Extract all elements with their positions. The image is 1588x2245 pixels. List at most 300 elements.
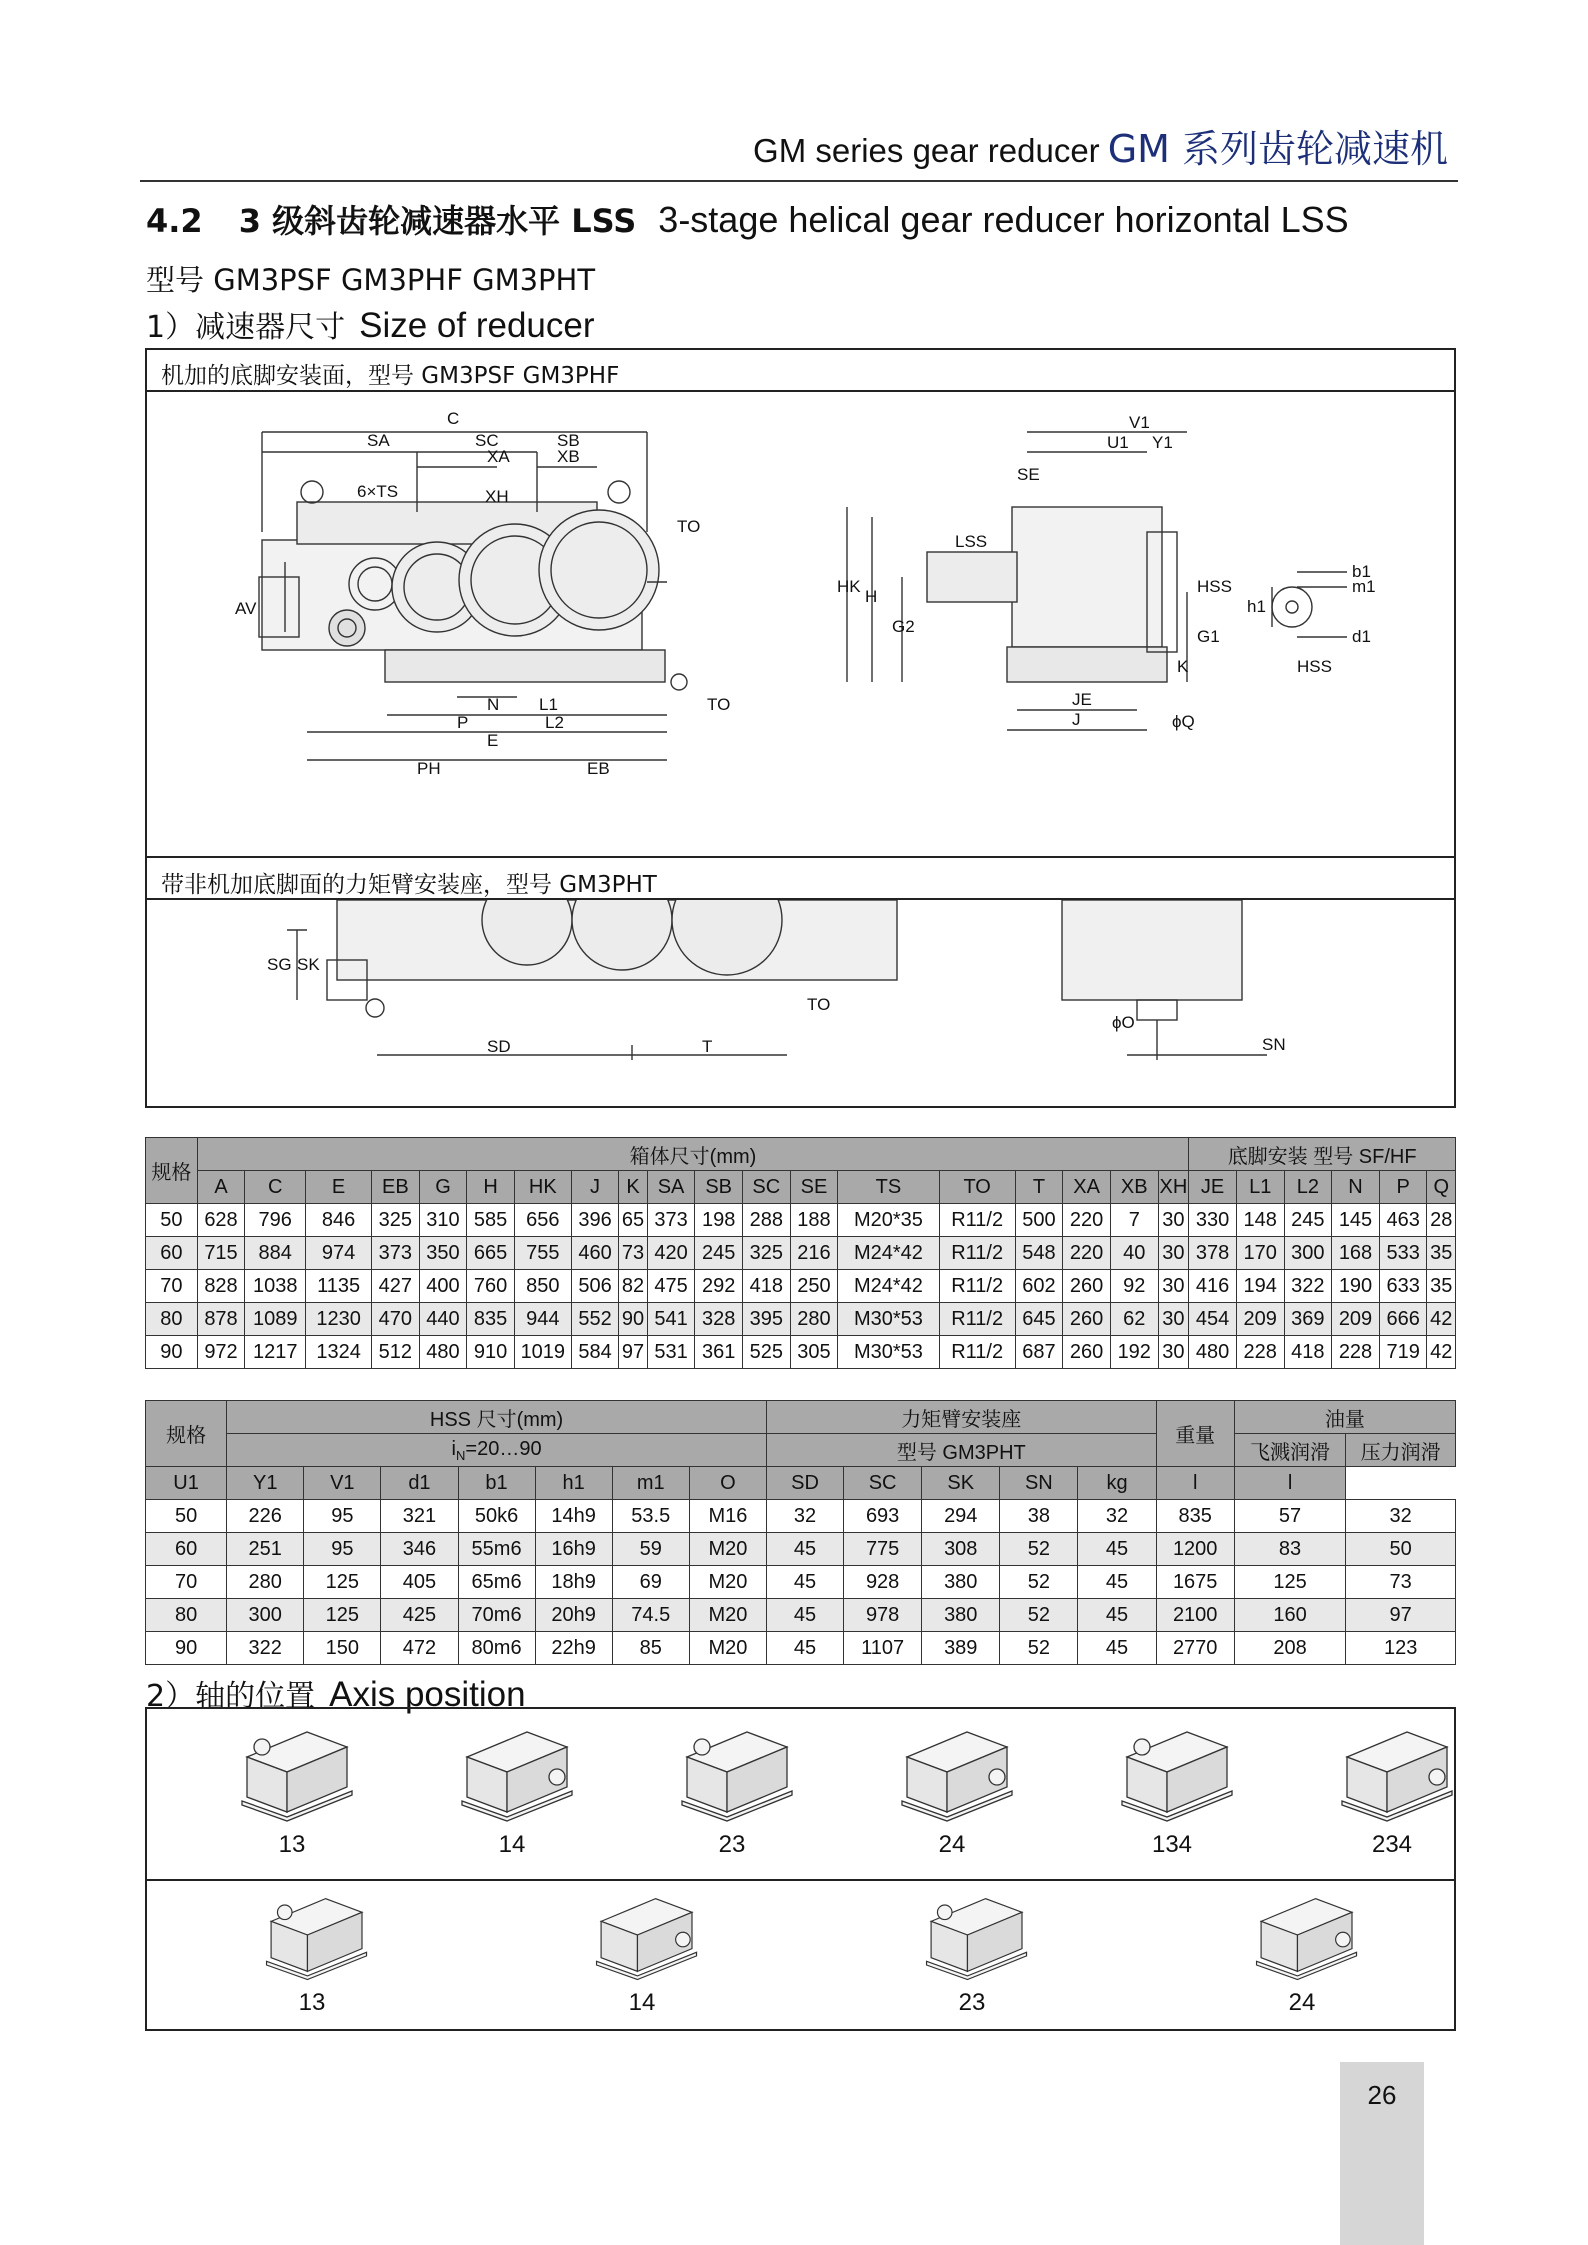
table-header-cell: H	[467, 1171, 515, 1204]
drawing-top	[147, 392, 1454, 854]
table-cell: 715	[197, 1237, 245, 1270]
table-header-cell: m1	[612, 1467, 689, 1500]
table-header-cell: l	[1234, 1467, 1346, 1500]
table-cell: 380	[922, 1599, 1000, 1632]
table-cell: 346	[381, 1533, 458, 1566]
table-cell: 32	[1078, 1500, 1156, 1533]
table-cell: 97	[1346, 1599, 1456, 1632]
table-cell: 194	[1236, 1270, 1284, 1303]
label-TS: 6×TS	[357, 482, 399, 501]
table-cell: R11/2	[939, 1336, 1015, 1369]
table-cell: 18h9	[535, 1566, 612, 1599]
table-cell: 878	[197, 1303, 245, 1336]
table-cell: 168	[1332, 1237, 1380, 1270]
label-E: E	[487, 731, 499, 750]
label-H: H	[865, 587, 878, 606]
gearbox-pictogram-icon	[1237, 1885, 1367, 1985]
axis-position-label: 134	[1151, 1831, 1193, 1858]
table-cell: 300	[227, 1599, 304, 1632]
t2-col-size: 规格	[146, 1401, 227, 1467]
t1-group-foot: 底脚安装 型号 SF/HF	[1189, 1138, 1456, 1171]
table-cell: 1038	[245, 1270, 306, 1303]
table-cell: 418	[1284, 1336, 1332, 1369]
table-cell: 70m6	[458, 1599, 535, 1632]
table-cell: 305	[790, 1336, 838, 1369]
table-cell: 228	[1332, 1336, 1380, 1369]
table-cell: 972	[197, 1336, 245, 1369]
table-cell: R11/2	[939, 1237, 1015, 1270]
axis-position-item	[237, 1885, 387, 2017]
table-cell: R11/2	[939, 1204, 1015, 1237]
table-cell: 373	[647, 1204, 695, 1237]
label-JE: JE	[1072, 690, 1092, 709]
table-cell: 396	[571, 1204, 619, 1237]
label-C: C	[447, 409, 460, 428]
table-cell: 30	[1158, 1270, 1189, 1303]
header-cn: GM 系列齿轮减速机	[1107, 127, 1448, 171]
table-cell: 216	[790, 1237, 838, 1270]
table-cell: 45	[1078, 1599, 1156, 1632]
table-header-cell: J	[571, 1171, 619, 1204]
table-cell: 1200	[1156, 1533, 1234, 1566]
label-XH: XH	[485, 487, 509, 506]
table-cell: 552	[571, 1303, 619, 1336]
axis-position-label: 14	[498, 1831, 526, 1858]
table-cell: 850	[514, 1270, 571, 1303]
table-header-cell: JE	[1189, 1171, 1237, 1204]
subheading-size	[146, 302, 595, 346]
table-cell: 60	[146, 1237, 198, 1270]
table-header-cell: Q	[1427, 1171, 1456, 1204]
table-cell: 22h9	[535, 1632, 612, 1665]
table-cell: 373	[372, 1237, 420, 1270]
label-SE: SE	[1017, 465, 1040, 484]
table-cell: 380	[922, 1566, 1000, 1599]
table-cell: 666	[1379, 1303, 1427, 1336]
table-cell: 52	[1000, 1566, 1078, 1599]
table-cell: 328	[695, 1303, 743, 1336]
table-cell: 251	[227, 1533, 304, 1566]
table-cell: 300	[1284, 1237, 1332, 1270]
table-header-cell: G	[419, 1171, 467, 1204]
table-cell: 719	[1379, 1336, 1427, 1369]
axis-position-row-1	[145, 1707, 1456, 1881]
table-cell: 687	[1015, 1336, 1063, 1369]
table-cell: 60	[146, 1533, 227, 1566]
table-cell: 321	[381, 1500, 458, 1533]
table-cell: 123	[1346, 1632, 1456, 1665]
axis-position-label: 24	[938, 1831, 966, 1858]
table-cell: 280	[790, 1303, 838, 1336]
table-cell: 350	[419, 1237, 467, 1270]
table-cell: 910	[467, 1336, 515, 1369]
axis-position-row-2	[145, 1879, 1456, 2031]
table-cell: 226	[227, 1500, 304, 1533]
table-cell: 775	[844, 1533, 922, 1566]
table-header-cell: N	[1332, 1171, 1380, 1204]
table-header-cell: P	[1379, 1171, 1427, 1204]
table-cell: 30	[1158, 1204, 1189, 1237]
table-cell: 292	[695, 1270, 743, 1303]
label-HSS: HSS	[1197, 577, 1232, 596]
table-cell: R11/2	[939, 1270, 1015, 1303]
subheading-size-cn: 1）减速器尺寸	[146, 310, 346, 345]
table-cell: 52	[1000, 1632, 1078, 1665]
table-cell: 52	[1000, 1533, 1078, 1566]
table-cell: 95	[304, 1500, 381, 1533]
table-cell: 633	[1379, 1270, 1427, 1303]
table-header-cell: SN	[1000, 1467, 1078, 1500]
gearbox-pictogram-icon	[1327, 1717, 1457, 1827]
table-cell: 325	[372, 1204, 420, 1237]
table-cell: 1230	[306, 1303, 372, 1336]
label-G1: G1	[1197, 627, 1220, 646]
table-cell: 755	[514, 1237, 571, 1270]
table-cell: 835	[467, 1303, 515, 1336]
section-title-en: 3-stage helical gear reducer horizontal LSS	[658, 199, 1349, 240]
table-cell: 65m6	[458, 1566, 535, 1599]
table-cell: 30	[1158, 1336, 1189, 1369]
section-title-cn: 3 级斜齿轮减速器水平 LSS	[238, 202, 637, 240]
table-cell: 310	[419, 1204, 467, 1237]
label-TO-2: TO	[707, 695, 731, 714]
table-cell: 80m6	[458, 1632, 535, 1665]
table-cell: 45	[1078, 1533, 1156, 1566]
table-cell: 53.5	[612, 1500, 689, 1533]
table-cell: 944	[514, 1303, 571, 1336]
table-header-cell: b1	[458, 1467, 535, 1500]
table-cell: 280	[227, 1566, 304, 1599]
t2-ratio: $i_N=20\dots 90$	[227, 1434, 767, 1467]
axis-position-item	[897, 1885, 1047, 2017]
table-cell: 378	[1189, 1237, 1237, 1270]
table-cell: 525	[743, 1336, 791, 1369]
label-Y1: Y1	[1152, 433, 1173, 452]
table-cell: 28	[1427, 1204, 1456, 1237]
table-cell: 463	[1379, 1204, 1427, 1237]
table-cell: 35	[1427, 1237, 1456, 1270]
table-cell: 70	[146, 1270, 198, 1303]
table-cell: 125	[304, 1599, 381, 1632]
table-cell: 69	[612, 1566, 689, 1599]
label-h1: h1	[1247, 597, 1266, 616]
drawing-bottom	[147, 900, 1454, 1108]
table-header-cell: SK	[922, 1467, 1000, 1500]
table-cell: 30	[1158, 1303, 1189, 1336]
table-cell: 978	[844, 1599, 922, 1632]
label-XB: XB	[557, 447, 580, 466]
t1-group-housing: 箱体尺寸(mm)	[197, 1138, 1189, 1171]
table-cell: 500	[1015, 1204, 1063, 1237]
table-cell: 322	[227, 1632, 304, 1665]
t2-oil-splash: 飞溅润滑	[1234, 1434, 1346, 1467]
table-cell: 73	[619, 1237, 647, 1270]
section-number: 4.2	[146, 202, 203, 240]
table-header-cell: EB	[372, 1171, 420, 1204]
table-cell: 82	[619, 1270, 647, 1303]
table-cell: 45	[766, 1533, 843, 1566]
table-header-cell: SE	[790, 1171, 838, 1204]
page-number-tab	[1340, 2062, 1424, 2245]
table-cell: 2770	[1156, 1632, 1234, 1665]
subheading-size-en: Size of reducer	[359, 306, 595, 345]
table-cell: 228	[1236, 1336, 1284, 1369]
table-cell: 220	[1063, 1237, 1111, 1270]
drawing-caption-bottom: 带非机加底脚面的力矩臂安装座，型号 GM3PHT	[147, 856, 1454, 900]
table-cell: 330	[1189, 1204, 1237, 1237]
label-XA: XA	[487, 447, 510, 466]
table-cell: 150	[304, 1632, 381, 1665]
label-P: P	[457, 713, 469, 732]
axis-position-label: 234	[1371, 1831, 1413, 1858]
axis-position-item	[217, 1717, 367, 1859]
table-row	[146, 1566, 1456, 1599]
table-cell: 480	[1189, 1336, 1237, 1369]
table-cell: 45	[1078, 1566, 1156, 1599]
table-cell: 693	[844, 1500, 922, 1533]
table-row	[146, 1336, 1456, 1369]
axis-position-label: 23	[718, 1831, 746, 1858]
table-header-cell: SB	[695, 1171, 743, 1204]
axis-position-item	[1227, 1885, 1377, 2017]
label-T: T	[702, 1037, 713, 1056]
table-row	[146, 1270, 1456, 1303]
table-cell: 416	[1189, 1270, 1237, 1303]
table-cell: 665	[467, 1237, 515, 1270]
table-cell: 260	[1063, 1303, 1111, 1336]
table-cell: 208	[1234, 1632, 1346, 1665]
table-cell: 65	[619, 1204, 647, 1237]
axis-position-label: 14	[628, 1989, 656, 2016]
table-cell: 170	[1236, 1237, 1284, 1270]
table-cell: 480	[419, 1336, 467, 1369]
t2-hss-title: HSS 尺寸(mm)	[227, 1401, 767, 1434]
header-en: GM series gear reducer	[753, 132, 1100, 169]
table-cell: 322	[1284, 1270, 1332, 1303]
label-U1: U1	[1107, 433, 1129, 452]
label-SA: SA	[367, 431, 390, 450]
hss-torque-arm-table	[145, 1400, 1456, 1665]
table-header-cell: C	[245, 1171, 306, 1204]
table-cell: 835	[1156, 1500, 1234, 1533]
table-row	[146, 1204, 1456, 1237]
table-cell: 1089	[245, 1303, 306, 1336]
table-cell: 472	[381, 1632, 458, 1665]
table-header-cell: L2	[1284, 1171, 1332, 1204]
table-cell: M30*53	[838, 1303, 939, 1336]
label-SC: SC	[475, 431, 499, 450]
table-cell: 245	[1284, 1204, 1332, 1237]
table-header-cell: K	[619, 1171, 647, 1204]
table-cell: 2100	[1156, 1599, 1234, 1632]
gearbox-pictogram-icon	[227, 1717, 357, 1827]
header-rule	[140, 180, 1458, 182]
table-cell: 656	[514, 1204, 571, 1237]
gearbox-pictogram-icon	[1107, 1717, 1237, 1827]
table-cell: 460	[571, 1237, 619, 1270]
table-cell: 369	[1284, 1303, 1332, 1336]
gearbox-pictogram-icon	[577, 1885, 707, 1985]
label-SB: SB	[557, 431, 580, 450]
t2-arm-model: 型号 GM3PHT	[766, 1434, 1156, 1467]
table-cell: 1324	[306, 1336, 372, 1369]
gearbox-pictogram-icon	[247, 1885, 377, 1985]
table-cell: 418	[743, 1270, 791, 1303]
table-cell: 585	[467, 1204, 515, 1237]
table-cell: 42	[1427, 1303, 1456, 1336]
table-cell: 148	[1236, 1204, 1284, 1237]
table-header-cell: E	[306, 1171, 372, 1204]
table-header-cell: TO	[939, 1171, 1015, 1204]
label-b1: b1	[1352, 562, 1371, 581]
table-cell: 325	[743, 1237, 791, 1270]
table-cell: 1135	[306, 1270, 372, 1303]
table-cell: 95	[304, 1533, 381, 1566]
table-row	[146, 1500, 1456, 1533]
label-d1: d1	[1352, 627, 1371, 646]
table-cell: 52	[1000, 1599, 1078, 1632]
axis-position-item	[567, 1885, 717, 2017]
axis-position-item	[437, 1717, 587, 1859]
label-m1: m1	[1352, 577, 1376, 596]
table-cell: 192	[1110, 1336, 1158, 1369]
page-number: 26	[1367, 2080, 1397, 2110]
table-row	[146, 1599, 1456, 1632]
table-header-cell: A	[197, 1171, 245, 1204]
t2-weight: 重量	[1156, 1401, 1234, 1467]
table-cell: 541	[647, 1303, 695, 1336]
table-cell: M16	[689, 1500, 766, 1533]
label-SD: SD	[487, 1037, 511, 1056]
table-cell: 260	[1063, 1336, 1111, 1369]
table-cell: 85	[612, 1632, 689, 1665]
axis-position-label: 23	[958, 1989, 986, 2016]
subheading-axis-en: Axis position	[329, 1675, 526, 1714]
table-cell: 90	[619, 1303, 647, 1336]
label-EB: EB	[587, 759, 610, 778]
table-cell: 1019	[514, 1336, 571, 1369]
label-O: ϕO	[1112, 1013, 1135, 1032]
table-cell: 198	[695, 1204, 743, 1237]
table-cell: 90	[146, 1632, 227, 1665]
table-header-cell: U1	[146, 1467, 227, 1500]
table-cell: 420	[647, 1237, 695, 1270]
table-cell: R11/2	[939, 1303, 1015, 1336]
table-cell: 405	[381, 1566, 458, 1599]
table-cell: M24*42	[838, 1270, 939, 1303]
label-SG: SG	[267, 955, 292, 974]
table-cell: 294	[922, 1500, 1000, 1533]
table-cell: 45	[766, 1599, 843, 1632]
label-L1: L1	[539, 695, 558, 714]
label-TO-1: TO	[677, 517, 701, 536]
table-cell: 45	[1078, 1632, 1156, 1665]
dimension-drawing-box	[145, 348, 1456, 1108]
t1-col-size: 规格	[146, 1138, 198, 1204]
table-cell: 145	[1332, 1204, 1380, 1237]
table-header-cell: kg	[1078, 1467, 1156, 1500]
label-HSS-detail: HSS	[1297, 657, 1332, 676]
label-V1: V1	[1129, 413, 1150, 432]
table-header-cell: XA	[1063, 1171, 1111, 1204]
table-row	[146, 1632, 1456, 1665]
table-header-cell: V1	[304, 1467, 381, 1500]
table-cell: 70	[146, 1566, 227, 1599]
label-PH: PH	[417, 759, 441, 778]
table-cell: 38	[1000, 1500, 1078, 1533]
table-cell: 846	[306, 1204, 372, 1237]
table-cell: M24*42	[838, 1237, 939, 1270]
table-cell: 828	[197, 1270, 245, 1303]
table-header-cell: l	[1156, 1467, 1234, 1500]
table-header-cell: SC	[844, 1467, 922, 1500]
table-cell: 425	[381, 1599, 458, 1632]
table-header-cell: h1	[535, 1467, 612, 1500]
t2-oil-pressure: 压力润滑	[1346, 1434, 1456, 1467]
table-cell: 512	[372, 1336, 420, 1369]
table-header-cell: T	[1015, 1171, 1063, 1204]
table-cell: 83	[1234, 1533, 1346, 1566]
table-header-cell: XH	[1158, 1171, 1189, 1204]
label-AV: AV	[235, 599, 257, 618]
axis-position-item	[1317, 1717, 1467, 1859]
label-G2: G2	[892, 617, 915, 636]
table-header-cell: SA	[647, 1171, 695, 1204]
table-cell: 80	[146, 1599, 227, 1632]
table-header-cell: Y1	[227, 1467, 304, 1500]
table-cell: 250	[790, 1270, 838, 1303]
table-cell: M30*53	[838, 1336, 939, 1369]
label-N: N	[487, 695, 500, 714]
gearbox-pictogram-icon	[447, 1717, 577, 1827]
table-cell: 260	[1063, 1270, 1111, 1303]
table-cell: 796	[245, 1204, 306, 1237]
label-TO-3: TO	[807, 995, 831, 1014]
table-cell: 548	[1015, 1237, 1063, 1270]
gearbox-pictogram-icon	[887, 1717, 1017, 1827]
table-cell: 645	[1015, 1303, 1063, 1336]
table-cell: 361	[695, 1336, 743, 1369]
table-header-cell: SC	[743, 1171, 791, 1204]
axis-position-item	[657, 1717, 807, 1859]
table-cell: M20	[689, 1566, 766, 1599]
subheading-axis-cn: 2）轴的位置	[146, 1679, 316, 1714]
table-cell: 90	[146, 1336, 198, 1369]
table-row	[146, 1533, 1456, 1566]
model-line: 型号 GM3PSF GM3PHF GM3PHT	[146, 263, 596, 297]
table-cell: 628	[197, 1204, 245, 1237]
table-header-cell: d1	[381, 1467, 458, 1500]
table-cell: 42	[1427, 1336, 1456, 1369]
table-cell: 40	[1110, 1237, 1158, 1270]
table-cell: 74.5	[612, 1599, 689, 1632]
table-row	[146, 1237, 1456, 1270]
label-SN: SN	[1262, 1035, 1286, 1054]
table-cell: 14h9	[535, 1500, 612, 1533]
section-title	[146, 196, 1349, 242]
label-SK: SK	[297, 955, 320, 974]
table-cell: 440	[419, 1303, 467, 1336]
label-HK: HK	[837, 577, 861, 596]
table-cell: 32	[766, 1500, 843, 1533]
table-header-cell: L1	[1236, 1171, 1284, 1204]
table-header-cell: HK	[514, 1171, 571, 1204]
table-cell: 389	[922, 1632, 1000, 1665]
table-cell: 16h9	[535, 1533, 612, 1566]
table-cell: 80	[146, 1303, 198, 1336]
axis-position-label: 24	[1288, 1989, 1316, 2016]
table-cell: 1107	[844, 1632, 922, 1665]
